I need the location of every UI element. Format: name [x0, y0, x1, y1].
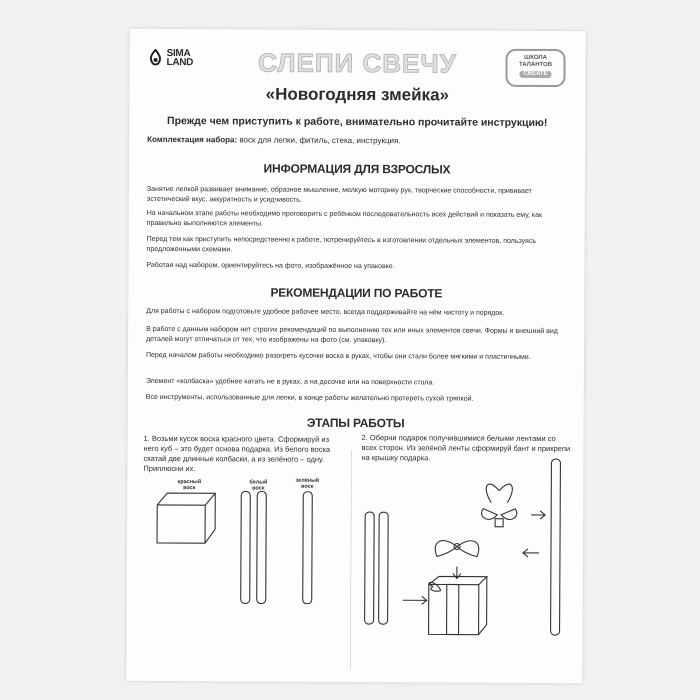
step-2-text: 2. Оберни подарок получившимися белыми лентами со всех сторон. Из зелёной ленты сформируй бант и прикрепи на крышку подарка. — [361, 433, 571, 463]
bow-icon — [435, 541, 479, 557]
school-line1: ШКОЛА — [524, 54, 547, 61]
bow-parts-icon — [481, 484, 516, 527]
adults-paragraph: На начальном этапе работы необходимо проговорить с ребёнком последовательность всех действий и показать ему, как правильно выполняются элементы. — [146, 209, 543, 228]
adults-heading: ИНФОРМАЦИЯ ДЛЯ ВЗРОСЛЫХ — [263, 161, 451, 177]
brand-line1: SIMA — [166, 48, 191, 60]
recommendations-heading: РЕКОМЕНДАЦИИ ПО РАБОТЕ — [270, 285, 443, 301]
label-white-wax: белый воск — [249, 479, 268, 492]
school-line2: ТАЛАНТОВ — [518, 61, 553, 69]
instruction-sheet — [126, 29, 585, 683]
arrow-right-icon — [531, 511, 545, 519]
stages-heading: ЭТАПЫ РАБОТЫ — [306, 415, 405, 431]
adults-paragraph: Перед тем как приступить непосредственно к работе, потренируйтесь в изготовлении отдельных элементов, пользуясь предложенными схемами. — [146, 235, 537, 254]
recommendations-paragraph: Все инструменты, использованные для лепки, в конце работы желательно протереть сухой тряпкой. — [145, 393, 474, 403]
step-illustrations — [126, 29, 585, 683]
adults-paragraph: Работая над набором, ориентируйтесь на фото, изображённое на упаковке. — [146, 261, 395, 271]
recommendations-paragraph: В работе с данным набором нет строгих рекомендаций по выполнению тех или иных элементов свечи. Формы и внешний вид деталей могут отличаться от тех, что изображены на фото (см. упаковку). — [146, 325, 558, 345]
arrow-left-icon — [523, 549, 539, 557]
warning-text: Прежде чем приступить к работе, внимательно прочитайте инструкцию! — [167, 115, 548, 129]
subtitle: «Новогодняя змейка» — [265, 84, 450, 105]
green-strip-icon — [303, 492, 313, 604]
recommendations-paragraph: Элемент «колбаска» удобнее катать не в руках, а на досочке или на поверхности стола. — [145, 377, 435, 387]
adults-paragraph: Занятие лепкой развивает внимание, образное мышление, мелкую моторику рук, творческие способности, прививает эстетический вкус, аккуратность и усидчивость. — [146, 185, 532, 204]
page-title: СЛЕПИ СВЕЧУ — [258, 47, 457, 79]
label-green-wax: зелёный воск — [295, 477, 320, 490]
wax-cube-icon — [157, 493, 215, 543]
school-tag: CREATE — [519, 71, 551, 78]
kit-text: воск для лепки, фитиль, стека, инструкция. — [237, 135, 401, 146]
recommendations-paragraph: Для работы с набором подготовьте удобное рабочее место, всегда поддерживайте на нём чистоту и порядок. — [146, 307, 505, 317]
brand-line2: LAND — [166, 57, 194, 69]
green-strip-icon — [551, 459, 561, 635]
step-1-text: 1. Возьми кусок воска красного цвета. Сформируй из него куб – это будет основа подарка. Из белого воска скатай две длинные колбаски, а из зелёного – одну. Приплюсни их. — [143, 433, 331, 474]
white-strip-icon — [257, 491, 267, 603]
gift-box-icon — [429, 576, 487, 634]
kit-label: Комплектация набора: — [147, 134, 238, 145]
white-strip-icon — [241, 491, 251, 603]
white-strip-icon — [365, 512, 375, 624]
white-strip-icon — [379, 512, 389, 624]
arrow-right-icon — [403, 596, 427, 604]
recommendations-paragraph: Перед началом работы необходимо разогреть кусочки воска в руках, чтобы они стали более мягкими и пластичными. — [145, 351, 531, 361]
label-red-wax: красный воск — [177, 479, 202, 492]
